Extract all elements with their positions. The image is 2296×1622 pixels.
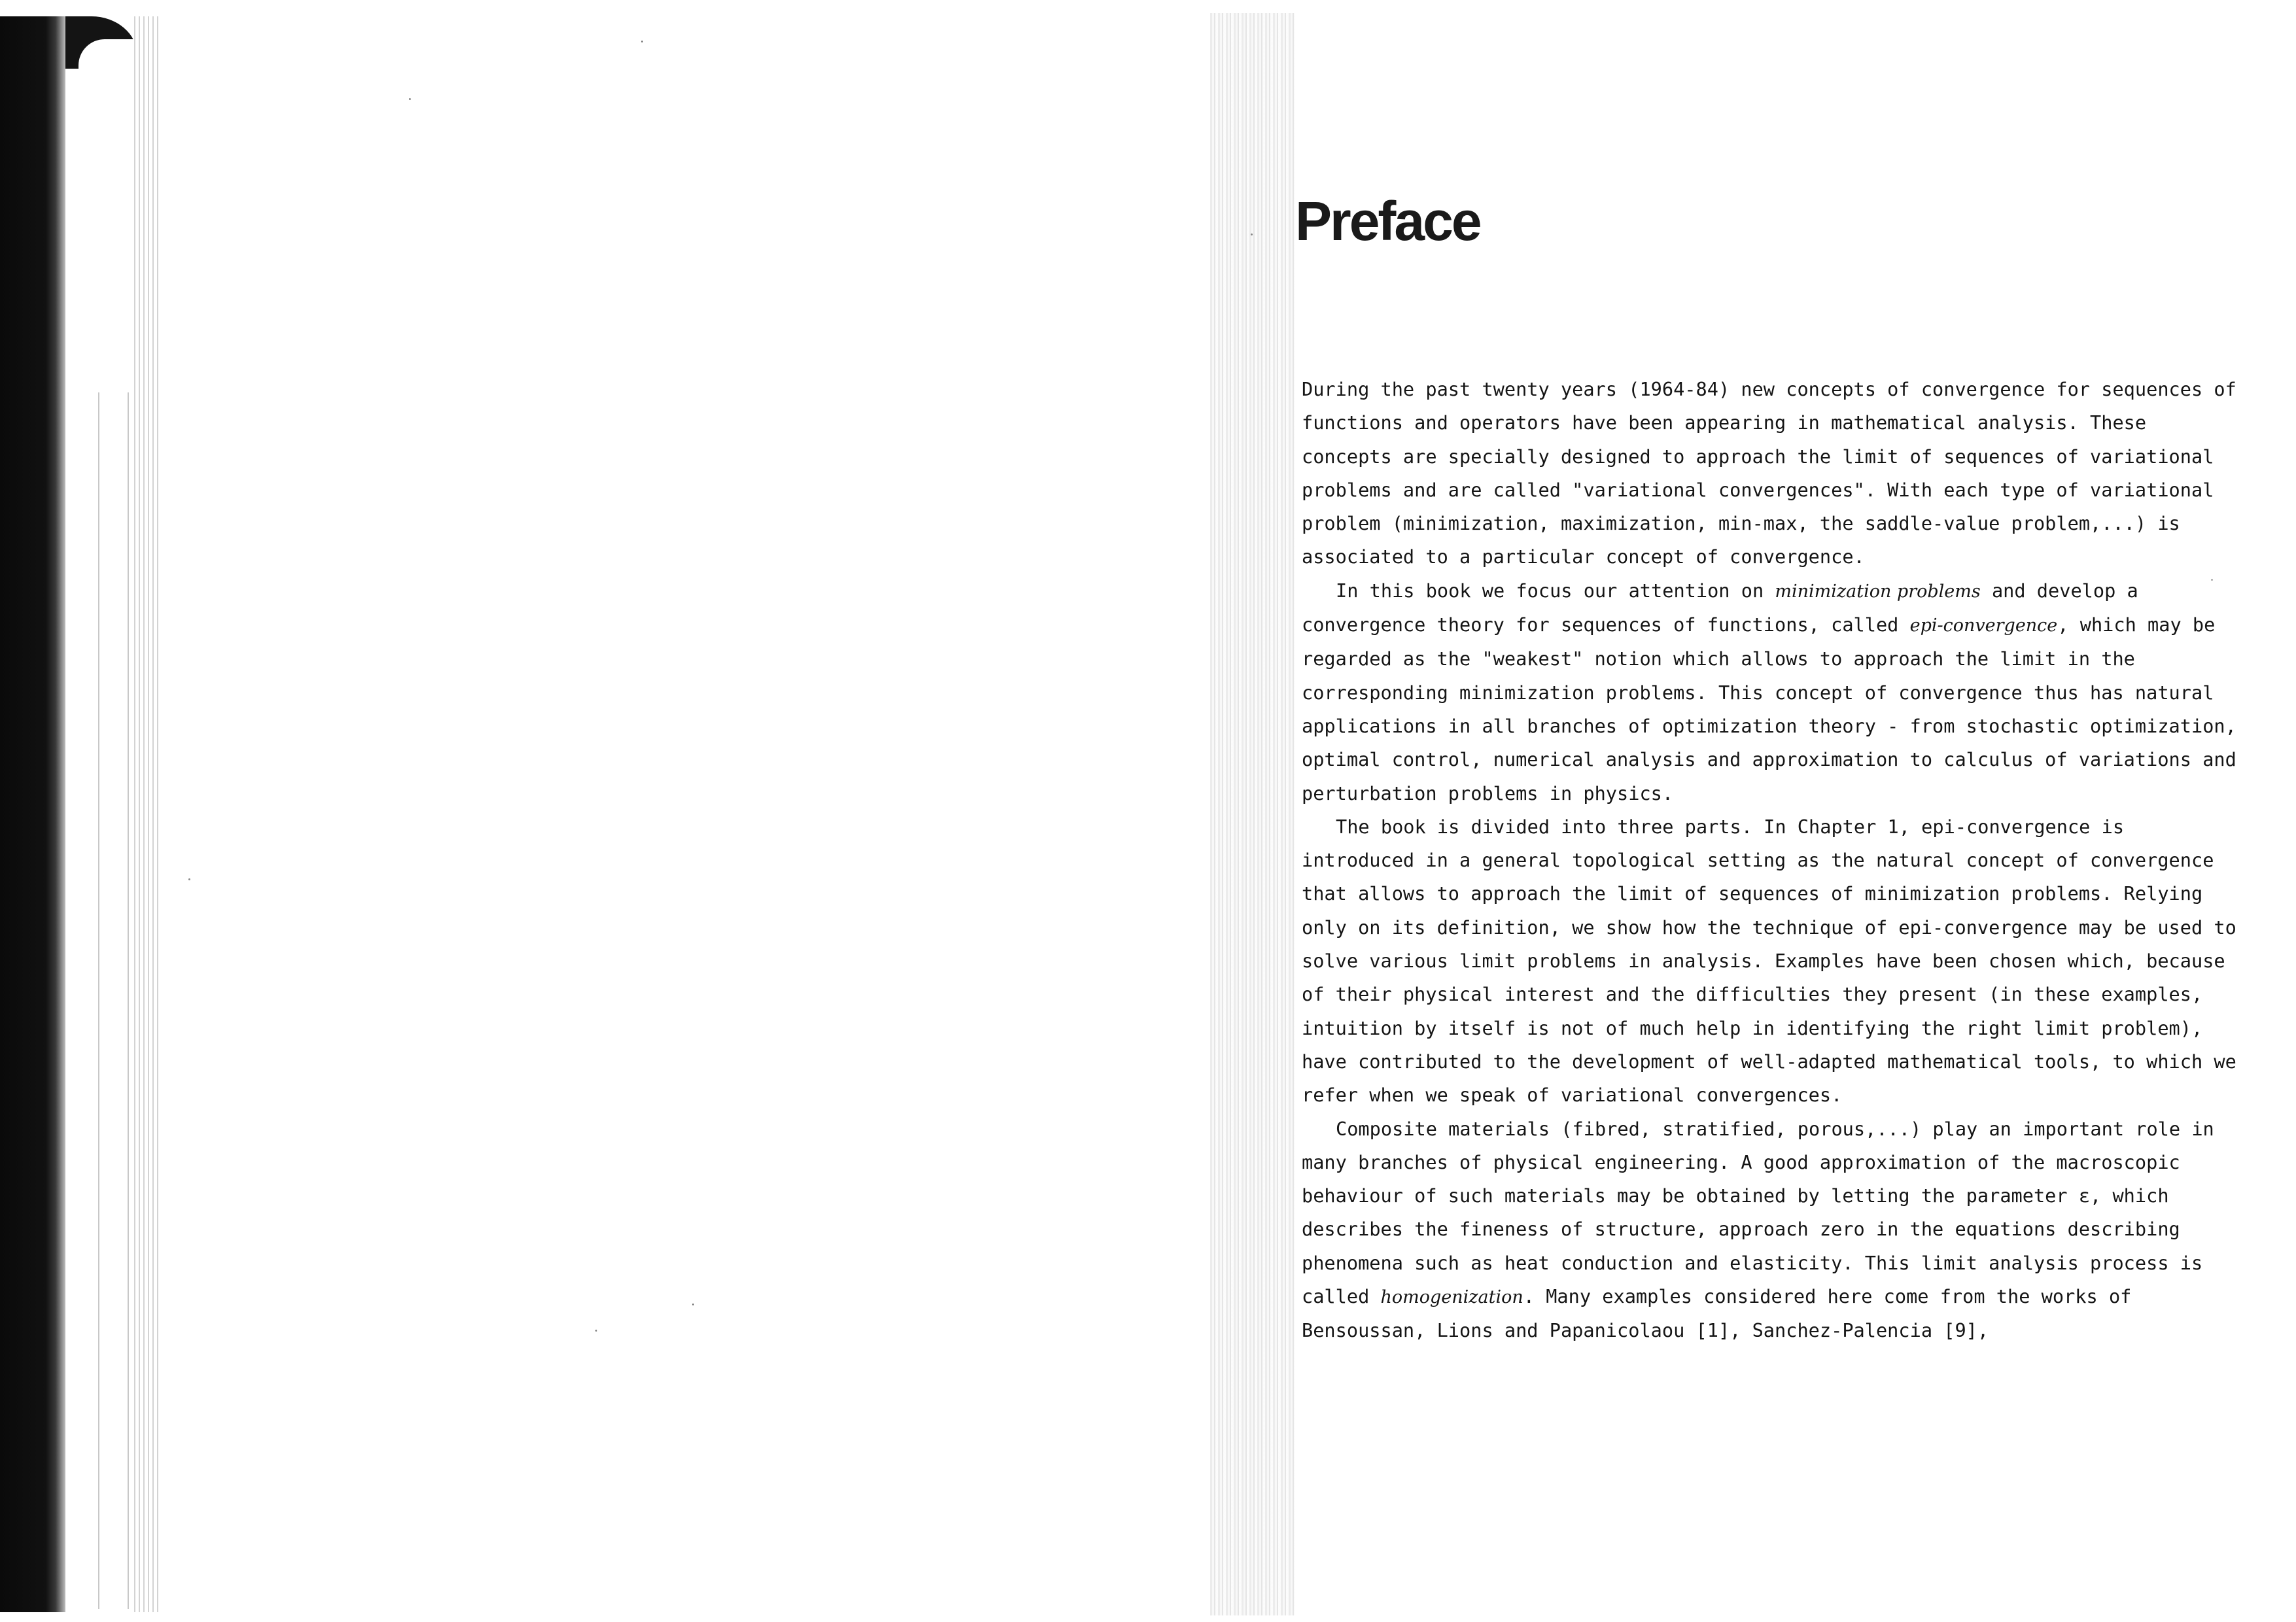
paper-speck (692, 1303, 694, 1305)
paper-speck (1251, 233, 1253, 235)
page-edge-line (98, 392, 99, 1609)
text-run: . Many examples considered here come from the works of Bensoussan, Lions and Papanicolaou [1], Sanchez-Palencia [9], (1302, 1285, 2132, 1342)
center-gutter (1210, 13, 1295, 1615)
paper-speck (188, 878, 190, 880)
paper-speck (409, 98, 411, 100)
preface-paragraph (1302, 810, 2244, 1113)
italic-term: epi-convergence (1909, 615, 2058, 636)
page-edge-line (128, 392, 129, 1609)
binding-shadow (0, 16, 65, 1612)
text-run: , which may be regarded as the "weakest" notion which allows to approach the limit in the corresponding minimization problems. This concept of convergence thus has natural applications in all branches of optimization theory - from stochastic optimization, optimal control, numerical analysis and approximation to calculus of variations and perturbation problems in physics. (1302, 613, 2236, 804)
text-run: During the past twenty years (1964-84) new concepts of convergence for sequences of functions and operators have been appearing in mathematical analysis. These concepts are specially designed to approach the limit of sequences of variational problems and are called "variational convergences". With each type of variational problem (minimization, maximization, min-max, the saddle-value problem,...) is associated to a particular concept of convergence. (1302, 378, 2236, 568)
text-run: The book is divided into three parts. In Chapter 1, epi-convergence is introduced in a general topological setting as the natural concept of convergence that allows to approach the limit of sequences of minimization problems. Relying only on its definition, we show how the technique of epi-convergence may be used to solve various limit problems in analysis. Examples have been chosen which, because of their physical interest and the difficulties they present (in these examples, intuition by itself is not of much help in identifying the right limit problem), have contributed to the development of well-adapted mathematical tools, to which we refer when we speak of variational convergences. (1302, 815, 2236, 1107)
page-curl-inner (78, 39, 141, 1609)
italic-term: minimization problems (1775, 581, 1981, 602)
text-run: and develop a convergence theory for sequences of functions, called (1302, 579, 2138, 636)
paper-speck (595, 1330, 597, 1332)
text-run: In this book we focus our attention on (1336, 579, 1775, 602)
preface-paragraph (1302, 574, 2244, 810)
text-run: Composite materials (fibred, stratified, porous,...) play an important role in many branches of physical engineering. A good approximation of the macroscopic behaviour of such materials may be obtained by letting the parameter ε, which describes the fineness of structure, approach zero in the equations describing phenomena such as heat conduction and elasticity. This limit analysis process is called (1302, 1117, 2214, 1308)
preface-paragraph (1302, 373, 2244, 574)
page-title: Preface (1295, 190, 1480, 252)
right-page (1295, 0, 2250, 1622)
binding-edge-lines (134, 16, 160, 1612)
paper-speck (641, 41, 643, 43)
italic-term: homogenization (1380, 1287, 1523, 1308)
preface-paragraph (1302, 1113, 2244, 1348)
preface-body (1302, 373, 2244, 1348)
